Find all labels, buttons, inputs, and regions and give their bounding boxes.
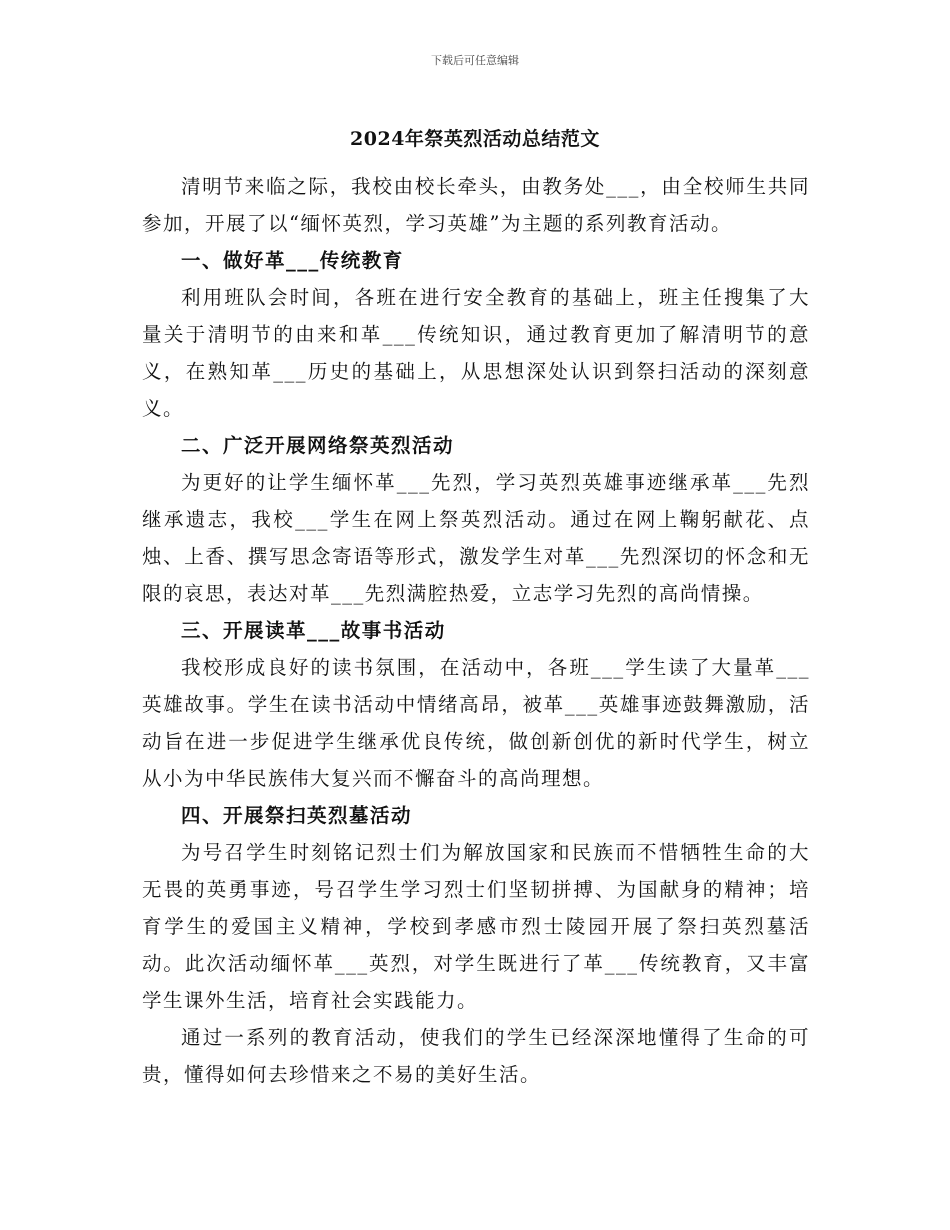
section-heading-4: 四、开展祭扫英烈墓活动 [181, 804, 413, 827]
document-body [142, 168, 810, 1093]
intro-paragraph: 清明节来临之际，我校由校长牵头，由教务处___，由全校师生共同参加，开展了以“缅怀英烈，学习英雄”为主题的系列教育活动。 [142, 175, 810, 235]
section-body-4: 为号召学生时刻铭记烈士们为解放国家和民族而不惜牺牲生命的大无畏的英勇事迹，号召学生学习烈士们坚韧拼搏、为国献身的精神；培育学生的爱国主义精神，学校到孝感市烈士陵园开展了祭扫英烈墓活动。此次活动缅怀革___英烈，对学生既进行了革___传统教育，又丰富学生课外生活，培育社会实践能力。 [142, 841, 810, 1012]
section-heading-1: 一、做好革___传统教育 [181, 249, 404, 272]
section-body-3: 我校形成良好的读书氛围，在活动中，各班___学生读了大量革___英雄故事。学生在读书活动中情绪高昂，被革___英雄事迹鼓舞激励，活动旨在进一步促进学生继承优良传统，做创新创优的新时代学生，树立从小为中华民族伟大复兴而不懈奋斗的高尚理想。 [142, 656, 810, 790]
section-body-2: 为更好的让学生缅怀革___先烈，学习英烈英雄事迹继承革___先烈继承遗志，我校___学生在网上祭英烈活动。通过在网上鞠躬献花、点烛、上香、撰写思念寄语等形式，激发学生对革___先烈深切的怀念和无限的哀思，表达对革___先烈满腔热爱，立志学习先烈的高尚情操。 [142, 471, 810, 605]
document-title: 2024年祭英烈活动总结范文 [350, 128, 600, 150]
section-heading-2: 二、广泛开展网络祭英烈活动 [181, 434, 455, 457]
header-note: 下载后可任意编辑 [431, 54, 519, 67]
section-heading-3: 三、开展读革___故事书活动 [181, 619, 446, 642]
section-body-1: 利用班队会时间，各班在进行安全教育的基础上，班主任搜集了大量关于清明节的由来和革___传统知识，通过教育更加了解清明节的意义，在熟知革___历史的基础上，从思想深处认识到祭扫活动的深刻意义。 [142, 286, 810, 420]
conclusion-paragraph: 通过一系列的教育活动，使我们的学生已经深深地懂得了生命的可贵，懂得如何去珍惜来之不易的美好生活。 [142, 1026, 810, 1086]
